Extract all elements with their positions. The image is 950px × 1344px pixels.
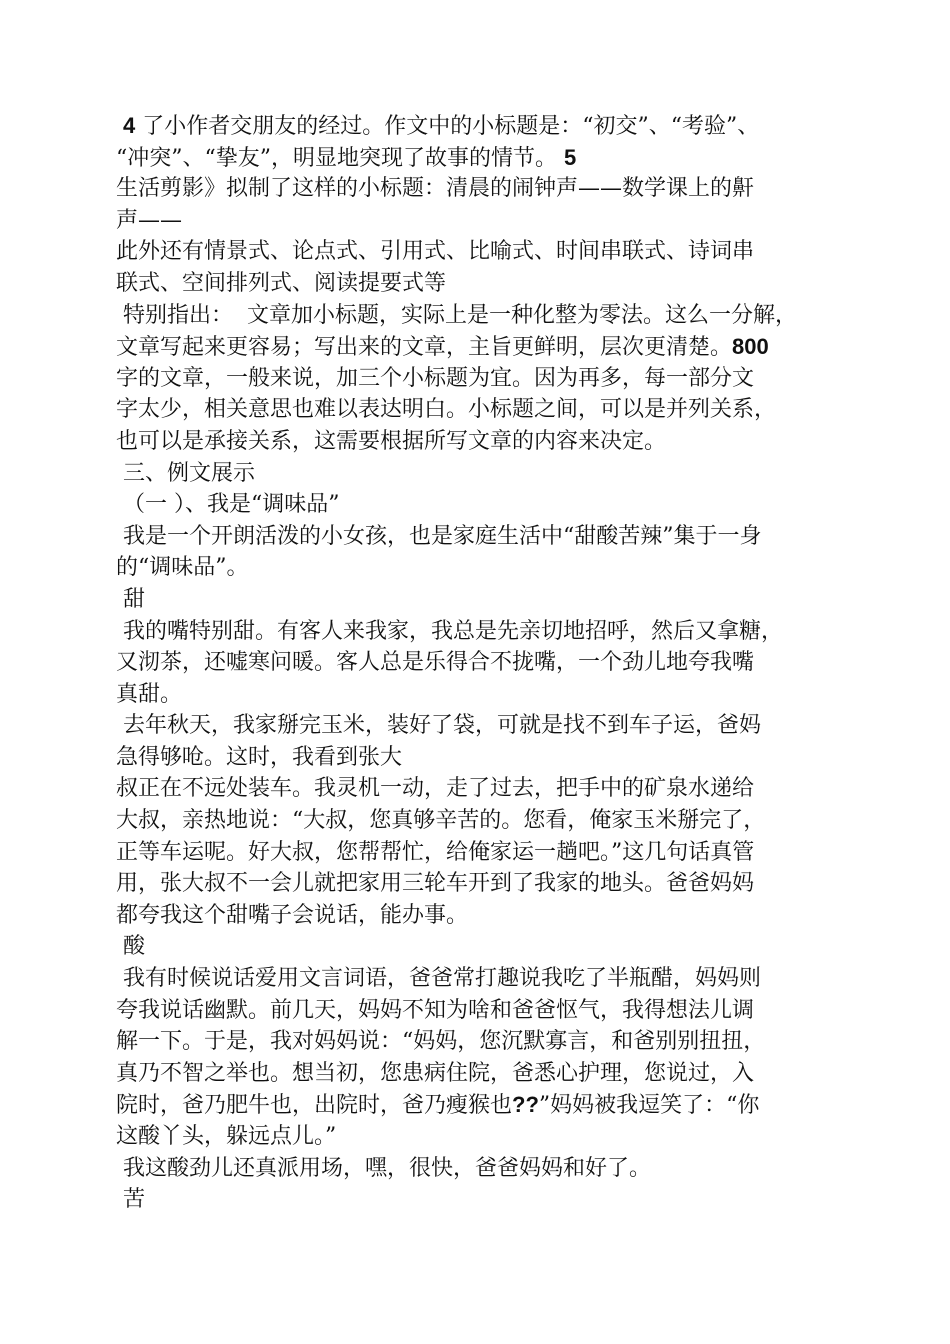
- text-line: [116, 584, 856, 616]
- text-segment: 了小作者交朋友的经过。作文中的小标题是：“初交”、“考验”、: [135, 114, 760, 139]
- text-segment: “冲突”、“挚友”，明显地突现了故事的情节。: [116, 145, 564, 171]
- text-segment: 文章写起来更容易；写出来的文章，主旨更鲜明，层次更清楚。: [116, 335, 733, 361]
- text-line: [116, 331, 856, 363]
- text-line: [116, 142, 856, 174]
- text-segment: 酸: [116, 934, 145, 960]
- text-segment: 我有时候说话爱用文言词语，爸爸常打趣说我吃了半瓶醋，妈妈则: [116, 966, 761, 992]
- text-line: [116, 616, 856, 648]
- text-segment: [116, 114, 123, 139]
- text-line: [116, 773, 856, 805]
- text-segment: 去年秋天，我家掰完玉米，装好了袋，可就是找不到车子运，爸妈: [116, 713, 761, 739]
- text-line: [116, 458, 856, 490]
- text-segment: 也可以是承接关系，这需要根据所写文章的内容来决定。: [116, 428, 667, 454]
- text-segment: 字的文章，一般来说，加三个小标题为宜。因为再多，每一部分文: [116, 365, 755, 391]
- text-segment: 又沏茶，还嘘寒问暖。客人总是乐得合不拢嘴，一个劲儿地夸我嘴: [116, 650, 755, 676]
- text-segment: 联式、空间排列式、阅读提要式等: [116, 270, 447, 296]
- text-segment: 甜: [116, 586, 145, 612]
- text-segment: 夸我说话幽默。前几天，妈妈不知为啥和爸爸怄气，我得想法儿调: [116, 997, 755, 1023]
- text-line: [116, 931, 856, 963]
- text-segment: 苦: [116, 1187, 145, 1213]
- text-line: [116, 963, 856, 995]
- text-line: [116, 995, 856, 1027]
- text-line: [116, 710, 856, 742]
- text-segment: 院时，爸乃肥牛也，出院时，爸乃瘦猴也: [116, 1093, 513, 1119]
- text-line: [116, 1089, 856, 1121]
- text-line: [116, 1121, 856, 1153]
- text-segment: 用，张大叔不一会儿就把家用三轮车开到了我家的地头。爸爸妈妈: [116, 871, 755, 897]
- text-segment: 都夸我这个甜嘴子会说话，能办事。: [116, 902, 469, 928]
- text-line: [116, 900, 856, 932]
- text-segment: 我的嘴特别甜。有客人来我家，我总是先亲切地招呼，然后又拿糖，: [116, 618, 783, 644]
- text-line: [116, 1026, 856, 1058]
- text-segment: 大叔，亲热地说：“大叔，您真够辛苦的。您看，俺家玉米掰完了，: [116, 808, 766, 834]
- text-segment: （一 ）、我是“调味品”: [116, 492, 340, 518]
- text-segment: 三、例文展示: [116, 460, 255, 486]
- text-line: [116, 521, 856, 553]
- text-segment: 此外还有情景式、论点式、引用式、比喻式、时间串联式、诗词串: [116, 239, 755, 265]
- text-segment: 我这酸劲儿还真派用场，嘿，很快，爸爸妈妈和好了。: [116, 1155, 651, 1181]
- text-line: [116, 300, 856, 332]
- text-segment: 这酸丫头，躲远点儿。”: [116, 1124, 337, 1149]
- text-line: [116, 268, 856, 300]
- text-line: [116, 868, 856, 900]
- bold-number: 4: [123, 113, 136, 138]
- text-segment: 真甜。: [116, 681, 183, 707]
- text-line: [116, 552, 856, 584]
- text-line: [116, 647, 856, 679]
- text-line: [116, 1153, 856, 1185]
- text-segment: 正等车运呢。好大叔，您帮帮忙，给俺家运一趟吧。”这几句话真管: [116, 839, 755, 865]
- text-line: [116, 1058, 856, 1090]
- text-segment: 字太少，相关意思也难以表达明白。小标题之间，可以是并列关系，: [116, 397, 777, 423]
- text-segment: 我是一个开朗活泼的小女孩，也是家庭生活中“甜酸苦辣”集于一身: [116, 523, 762, 549]
- text-segment: 真乃不智之举也。想当初，您患病住院，爸悉心护理，您说过，入: [116, 1060, 755, 1086]
- text-line: [116, 236, 856, 268]
- text-line: [116, 742, 856, 774]
- document-body: [116, 110, 856, 1216]
- bold-number: ??: [512, 1092, 539, 1118]
- text-segment: 的“调味品”。: [116, 555, 249, 581]
- text-line: [116, 110, 856, 142]
- text-line: [116, 805, 856, 837]
- text-line: [116, 679, 856, 711]
- text-line: [116, 363, 856, 395]
- text-line: [116, 394, 856, 426]
- text-line: [116, 205, 856, 237]
- text-segment: 生活剪影》拟制了这样的小标题：清晨的闹钟声——数学课上的鼾: [116, 176, 755, 202]
- text-segment: 急得够呛。这时，我看到张大: [116, 744, 403, 770]
- text-line: [116, 173, 856, 205]
- text-line: [116, 426, 856, 458]
- text-segment: ”妈妈被我逗笑了：“你: [538, 1093, 760, 1119]
- text-line: [116, 489, 856, 521]
- text-segment: 叔正在不远处装车。我灵机一动，走了过去，把手中的矿泉水递给: [116, 776, 755, 802]
- text-segment: 特别指出： 文章加小标题，实际上是一种化整为零法。这么一分解，: [116, 302, 797, 328]
- text-segment: 解一下。于是，我对妈妈说：“妈妈，您沉默寡言，和爸别别扭扭，: [116, 1029, 766, 1055]
- text-segment: 声——: [116, 207, 183, 233]
- bold-number: 5: [563, 144, 577, 170]
- bold-number: 800: [732, 334, 769, 360]
- text-line: [116, 1184, 856, 1216]
- text-line: [116, 837, 856, 869]
